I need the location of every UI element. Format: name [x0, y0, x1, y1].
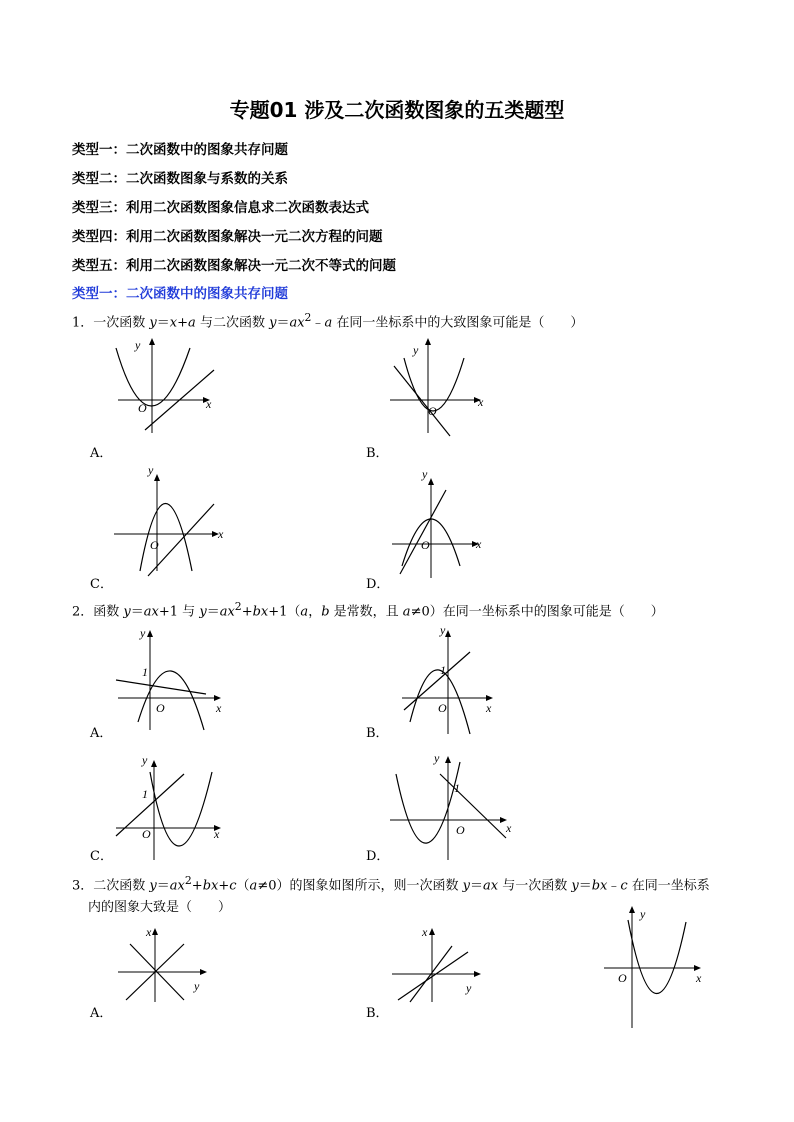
y-axis-label: y — [148, 463, 154, 477]
q-text: 二次函数 — [93, 878, 150, 894]
question-number: 1． — [72, 315, 94, 331]
y-intercept-label: 1 — [142, 787, 148, 801]
q-formula: y — [462, 878, 470, 894]
q-formula: a — [188, 315, 196, 331]
y-axis-label: y — [640, 907, 646, 921]
q-text: ， — [308, 604, 322, 620]
q-text: ﹣ — [607, 878, 621, 894]
q3-figure-a — [112, 924, 222, 1004]
q-formula: c — [620, 878, 628, 894]
q3-given-parabola-figure — [600, 900, 720, 1030]
y-axis-label: y — [135, 338, 141, 352]
q1-figure-a — [110, 338, 220, 438]
q-text: ﹣ — [311, 315, 325, 331]
q-text: 一次函数 — [93, 315, 150, 331]
y-intercept-label: 1 — [142, 665, 148, 679]
q-formula: x — [169, 315, 178, 331]
origin-label: O — [428, 404, 437, 418]
line-graph — [440, 774, 506, 838]
origin-label: O — [156, 701, 165, 715]
q-formula: ax — [482, 878, 499, 894]
q-text: + — [218, 878, 230, 894]
q1-figure-b — [388, 338, 498, 438]
q-formula: bx — [591, 878, 608, 894]
x-axis-label: x — [214, 827, 220, 841]
q-formula: y — [269, 315, 277, 331]
q2-figure-d — [388, 752, 518, 862]
q1-figure-c — [110, 463, 230, 576]
q-formula: y — [199, 604, 207, 620]
q-formula: a — [249, 878, 258, 894]
origin-label: O — [421, 538, 430, 552]
vertical-axis-label: x — [422, 925, 428, 939]
q-text: （ — [236, 878, 250, 894]
q-formula: b — [321, 604, 330, 620]
q-text: ＝ — [276, 315, 290, 331]
origin-label: O — [456, 823, 465, 837]
q-text: + — [191, 878, 203, 894]
q-formula: ax — [289, 315, 305, 331]
type-item-3: 类型三：利用二次函数图象信息求二次函数表达式 — [72, 200, 369, 216]
q-text: ≠0）在同一坐标系中的图象可能是（ ） — [410, 604, 664, 620]
origin-label: O — [438, 701, 447, 715]
q-formula: y — [149, 315, 157, 331]
parabola-curve — [628, 920, 686, 994]
q-formula: c — [229, 878, 237, 894]
x-axis-label: x — [206, 397, 212, 411]
parabola-curve — [138, 671, 204, 730]
q-text: 与二次函数 — [195, 315, 270, 331]
horizontal-axis-label: y — [194, 979, 200, 993]
q-text: 在同一坐标系中的大致图象可能是（ ） — [332, 315, 584, 331]
q-formula: bx — [202, 878, 219, 894]
origin-label: O — [142, 827, 151, 841]
q-text: + — [241, 604, 253, 620]
parabola-curve — [150, 772, 212, 846]
q-exponent: 2 — [304, 311, 312, 324]
q-formula: bx — [252, 604, 269, 620]
q-formula: a — [300, 604, 309, 620]
option-b-label: B． — [366, 726, 389, 741]
type-item-4: 类型四：利用二次函数图象解决一元二次方程的问题 — [72, 229, 383, 245]
y-axis-label: y — [422, 467, 428, 481]
q-text: + — [177, 315, 189, 331]
x-axis-label: x — [218, 527, 224, 541]
q-text: 是常数，且 — [329, 604, 403, 620]
q2-figure-b — [398, 622, 508, 732]
y-axis-label: y — [142, 753, 148, 767]
option-a-label: A． — [90, 446, 113, 461]
q-formula: ax — [169, 878, 185, 894]
x-axis-label: x — [216, 701, 222, 715]
q-exponent: 2 — [234, 600, 242, 613]
q-formula: a — [324, 315, 333, 331]
x-axis-label: x — [696, 971, 702, 985]
q-text: +1 与 — [158, 604, 200, 620]
type-item-5: 类型五：利用二次函数图象解决一元二次不等式的问题 — [72, 258, 396, 274]
origin-label: O — [138, 401, 147, 415]
q-text: +1（ — [268, 604, 301, 620]
q-text: ＝ — [578, 878, 592, 894]
q-text: ＝ — [156, 878, 170, 894]
y-axis-label: y — [413, 343, 419, 357]
line-graph — [116, 680, 206, 694]
q-text: ≠0）的图象如图所示，则一次函数 — [257, 878, 463, 894]
y-intercept-label: 1 — [454, 781, 460, 795]
type-item-1: 类型一：二次函数中的图象共存问题 — [72, 142, 288, 158]
q-text: ＝ — [130, 604, 144, 620]
option-d-label: D． — [366, 577, 390, 592]
option-a-label: A． — [90, 726, 113, 741]
question-3-text — [72, 872, 732, 895]
origin-label: O — [150, 538, 159, 552]
parabola-curve — [396, 762, 460, 843]
type-item-2: 类型二：二次函数图象与系数的关系 — [72, 171, 288, 187]
q1-figure-d — [388, 466, 498, 576]
option-c-label: C． — [90, 577, 113, 592]
x-axis-label: x — [478, 395, 484, 409]
q-formula: y — [149, 878, 157, 894]
q-text: 与一次函数 — [498, 878, 572, 894]
y-axis-label: y — [440, 623, 446, 637]
line-graph — [400, 490, 446, 574]
origin-label: O — [618, 971, 627, 985]
q-formula: y — [571, 878, 579, 894]
question-number: 2． — [72, 604, 94, 620]
parabola-curve — [116, 348, 190, 406]
page-title: 专题01 涉及二次函数图象的五类题型 — [229, 98, 565, 122]
q-text: ＝ — [469, 878, 483, 894]
question-3-text-line2: 内的图象大致是（ ） — [88, 900, 232, 915]
y-axis-label: y — [434, 751, 440, 765]
y-intercept-label: 1 — [440, 663, 446, 677]
q-exponent: 2 — [184, 874, 192, 887]
x-axis-label: x — [486, 701, 492, 715]
option-a-label: A． — [90, 1006, 113, 1021]
vertical-axis-label: x — [146, 925, 152, 939]
section-heading: 类型一：二次函数中的图象共存问题 — [72, 286, 288, 302]
question-1-text — [72, 309, 583, 332]
option-b-label: B． — [366, 1006, 389, 1021]
option-b-label: B． — [366, 446, 389, 461]
q-text: 在同一坐标系 — [627, 878, 710, 894]
q-formula: y — [123, 604, 131, 620]
x-axis-label: x — [476, 537, 482, 551]
option-d-label: D． — [366, 849, 390, 864]
q3-figure-b — [388, 924, 498, 1004]
x-axis-label: x — [506, 821, 512, 835]
q2-figure-c — [112, 752, 232, 862]
q-formula: ax — [219, 604, 235, 620]
option-c-label: C． — [90, 849, 113, 864]
q-text: ＝ — [206, 604, 220, 620]
q-formula: ax — [143, 604, 159, 620]
question-2-text — [72, 598, 664, 621]
q2-figure-a — [112, 622, 232, 732]
q-text: 函数 — [93, 604, 124, 620]
horizontal-axis-label: y — [466, 981, 472, 995]
line-graph — [398, 952, 468, 1000]
q-text: ＝ — [156, 315, 170, 331]
y-axis-label: y — [140, 626, 146, 640]
question-number: 3． — [72, 878, 94, 894]
line-graph — [394, 366, 450, 436]
q-formula: a — [402, 604, 411, 620]
